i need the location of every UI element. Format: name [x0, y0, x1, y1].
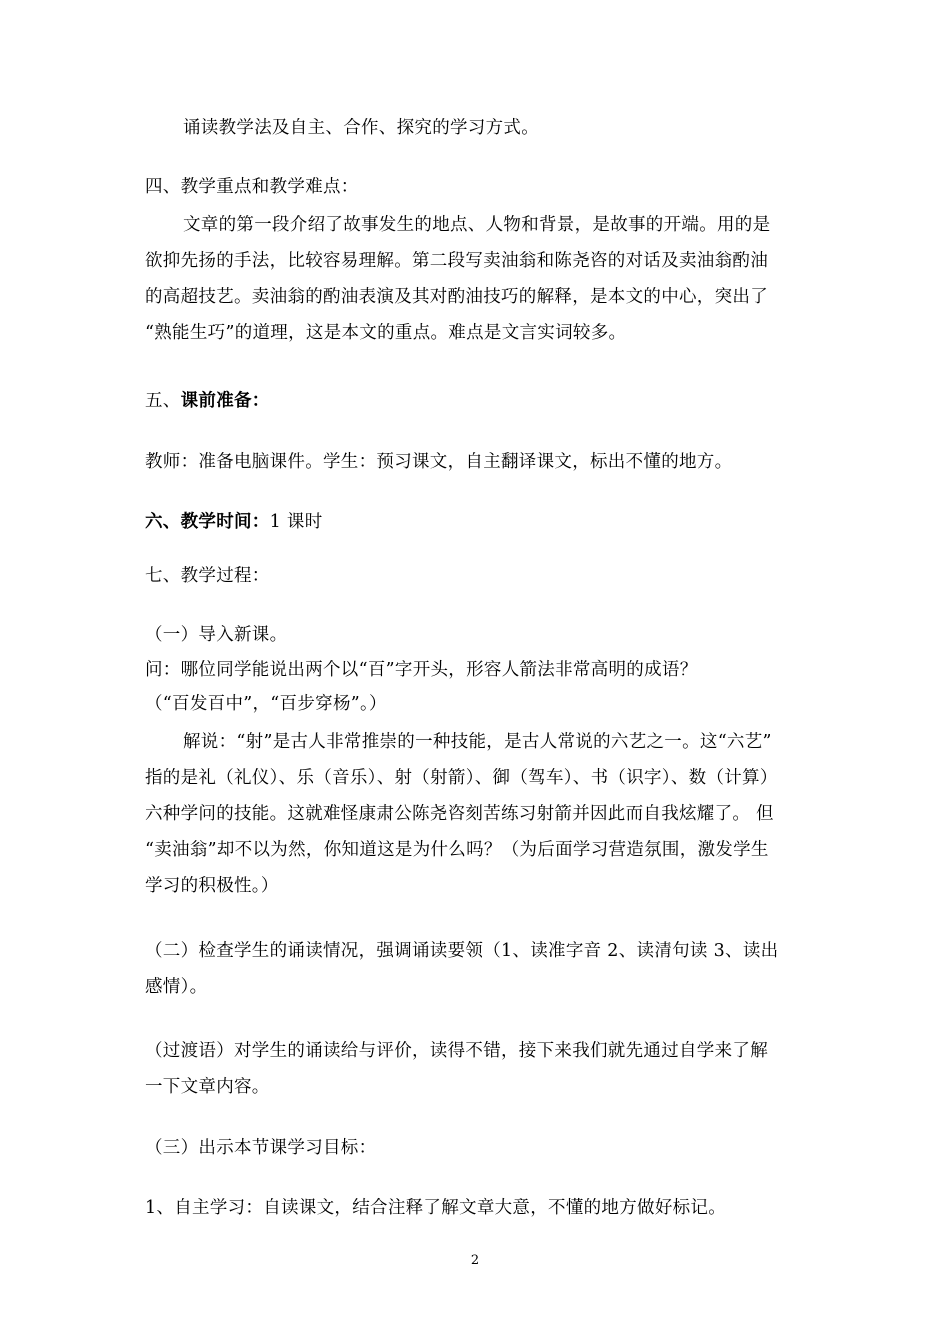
text-line: 1、自主学习：自读课文，结合注释了解文章大意，不懂的地方做好标记。	[145, 1198, 727, 1218]
text-line: “卖油翁”却不以为然，你知道这是为什么吗？（为后面学习营造氛围，激发学生	[145, 840, 769, 860]
text-line: 解说：“射”是古人非常推崇的一种技能，是古人常说的六艺之一。这“六艺”	[183, 732, 772, 752]
section-heading-7: 七、教学过程：	[145, 566, 270, 586]
subsection-heading: （一）导入新课。	[145, 625, 288, 645]
text-line: 问：哪位同学能说出两个以“百”字开头，形容人箭法非常高明的成语？	[145, 660, 698, 680]
text-line: 的高超技艺。卖油翁的酌油表演及其对酌油技巧的解释，是本文的中心，突出了	[145, 287, 768, 307]
text-line: 感情）。	[145, 977, 208, 997]
text-line: 六种学问的技能。这就难怪康肃公陈尧咨刻苦练习射箭并因此而自我炫耀了。 但	[145, 804, 774, 824]
section-heading-5	[145, 389, 815, 413]
text-line: 文章的第一段介绍了故事发生的地点、人物和背景，是故事的开端。用的是	[183, 215, 771, 235]
text-line: 一下文章内容。	[145, 1077, 270, 1097]
section-title: 课前准备：	[180, 391, 270, 411]
subsection-heading: （三）出示本节课学习目标：	[145, 1138, 377, 1158]
section-number: 五、	[145, 391, 181, 411]
section-heading-6	[145, 510, 815, 534]
page-number: 2	[470, 1253, 480, 1268]
text-line: “熟能生巧”的道理，这是本文的重点。难点是文言实词较多。	[145, 323, 627, 343]
text-line: 诵读教学法及自主、合作、探究的学习方式。	[183, 118, 539, 138]
text-line: 教师：准备电脑课件。学生：预习课文，自主翻译课文，标出不懂的地方。	[145, 452, 733, 472]
text-line: （“百发百中”，“百步穿杨”。）	[145, 694, 387, 714]
section-title: 六、教学时间：	[145, 512, 270, 532]
subsection-heading: （二）检查学生的诵读情况，强调诵读要领（1、读准字音 2、读清句读 3、读出	[145, 941, 779, 961]
text-line: 指的是礼（礼仪）、乐（音乐）、射（射箭）、御（驾车）、书（识字）、数（计算）	[145, 768, 778, 788]
text-line: 欲抑先扬的手法，比较容易理解。第二段写卖油翁和陈尧咨的对话及卖油翁酌油	[145, 251, 768, 271]
section-heading-4: 四、教学重点和教学难点：	[145, 177, 359, 197]
section-value: 1 课时	[269, 512, 323, 532]
text-line: （过渡语）对学生的诵读给与评价，读得不错，接下来我们就先通过自学来了解	[145, 1041, 768, 1061]
text-line: 学习的积极性。）	[145, 876, 279, 896]
